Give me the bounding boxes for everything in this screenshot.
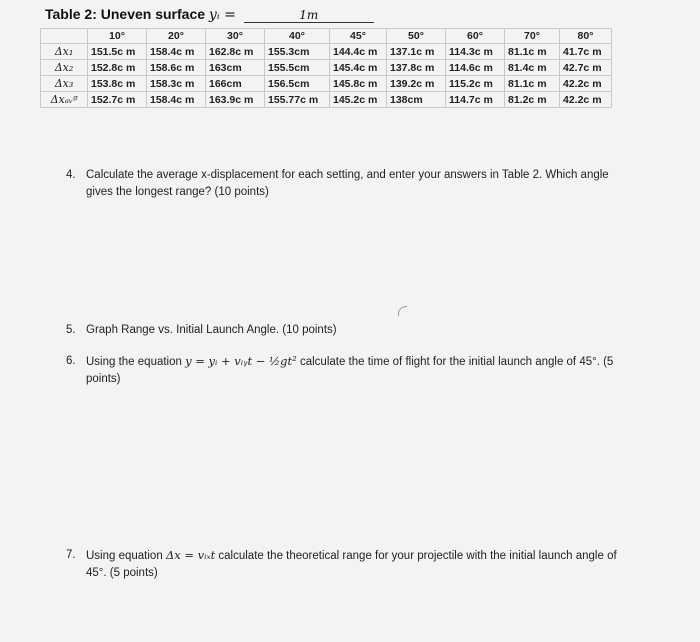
table-cell: 152.8c m bbox=[88, 60, 147, 76]
table-cell: 158.6c m bbox=[147, 60, 206, 76]
angle-header: 50° bbox=[387, 29, 446, 44]
table-cell: 155.77c m bbox=[265, 92, 330, 108]
table-body bbox=[41, 44, 612, 108]
table-cell: 155.3cm bbox=[265, 44, 330, 60]
table-cell: 144.4c m bbox=[330, 44, 387, 60]
table-cell: 155.5cm bbox=[265, 60, 330, 76]
table-title: Table 2: Uneven surface bbox=[45, 6, 206, 22]
table-cell: 41.7c m bbox=[560, 44, 612, 60]
range-equation: Δx = vᵢₓt bbox=[165, 548, 216, 562]
table-cell: 158.3c m bbox=[147, 76, 206, 92]
table-cell: 42.7c m bbox=[560, 60, 612, 76]
pen-mark bbox=[398, 306, 407, 316]
angle-header: 30° bbox=[206, 29, 265, 44]
kinematics-equation: y = yᵢ + vᵢᵧt − ½gt² bbox=[185, 354, 297, 368]
table-title-row bbox=[45, 6, 374, 23]
table-cell: 166cm bbox=[206, 76, 265, 92]
table-cell: 114.7c m bbox=[446, 92, 505, 108]
table-cell: 137.8c m bbox=[387, 60, 446, 76]
table-cell: 145.2c m bbox=[330, 92, 387, 108]
table-cell: 115.2c m bbox=[446, 76, 505, 92]
question-text: calculate the time of flight for the initial launch angle of 45°. (5 points) bbox=[86, 356, 614, 385]
angle-header: 40° bbox=[265, 29, 330, 44]
question-number: 6. bbox=[66, 355, 76, 367]
question-body bbox=[86, 353, 621, 388]
question-4 bbox=[66, 167, 626, 201]
table-cell: 42.2c m bbox=[560, 76, 612, 92]
angle-header-row bbox=[41, 29, 612, 44]
table-cell: 151.5c m bbox=[88, 44, 147, 60]
table-cell: 163cm bbox=[206, 60, 265, 76]
corner-cell bbox=[41, 29, 88, 44]
angle-header: 45° bbox=[330, 29, 387, 44]
table-cell: 145.8c m bbox=[330, 76, 387, 92]
yi-label: yᵢ = bbox=[208, 7, 236, 23]
angle-header: 20° bbox=[147, 29, 206, 44]
angle-header: 10° bbox=[88, 29, 147, 44]
question-text: Calculate the average x-displacement for each setting, and enter your answers in Table 2. Which angle gives the longest range? (10 points) bbox=[86, 169, 609, 198]
table-cell: 42.2c m bbox=[560, 92, 612, 108]
question-5 bbox=[66, 322, 337, 339]
table-cell: 114.3c m bbox=[446, 44, 505, 60]
table-cell: 81.1c m bbox=[505, 44, 560, 60]
question-body bbox=[86, 547, 621, 582]
table-row bbox=[41, 76, 612, 92]
question-6 bbox=[66, 353, 626, 388]
question-7 bbox=[66, 547, 626, 582]
angle-header: 70° bbox=[505, 29, 560, 44]
table-cell: 137.1c m bbox=[387, 44, 446, 60]
table-cell: 81.1c m bbox=[505, 76, 560, 92]
question-number: 7. bbox=[66, 549, 76, 561]
table-cell: 81.4c m bbox=[505, 60, 560, 76]
question-number: 5. bbox=[66, 324, 76, 336]
table-cell: 139.2c m bbox=[387, 76, 446, 92]
table-cell: 153.8c m bbox=[88, 76, 147, 92]
table-cell: 152.7c m bbox=[88, 92, 147, 108]
table-cell: 81.2c m bbox=[505, 92, 560, 108]
row-label: Δx₂ bbox=[41, 60, 88, 76]
question-text: Using equation bbox=[86, 550, 163, 562]
table-cell: 114.6c m bbox=[446, 60, 505, 76]
question-number: 4. bbox=[66, 169, 76, 181]
angle-header: 80° bbox=[560, 29, 612, 44]
yi-value-field: 1m bbox=[244, 8, 374, 23]
table-cell: 145.4c m bbox=[330, 60, 387, 76]
table-cell: 163.9c m bbox=[206, 92, 265, 108]
question-text: calculate the theoretical range for your projectile with the initial launch angle of 45°. (5 points) bbox=[86, 550, 617, 579]
table-cell: 158.4c m bbox=[147, 44, 206, 60]
table-row bbox=[41, 44, 612, 60]
row-label: Δxₐᵥᵍ bbox=[41, 92, 88, 108]
table-row bbox=[41, 92, 612, 108]
angle-header: 60° bbox=[446, 29, 505, 44]
table-cell: 158.4c m bbox=[147, 92, 206, 108]
table-cell: 162.8c m bbox=[206, 44, 265, 60]
uneven-surface-table bbox=[40, 28, 612, 108]
table-cell: 138cm bbox=[387, 92, 446, 108]
table-row bbox=[41, 60, 612, 76]
row-label: Δx₃ bbox=[41, 76, 88, 92]
question-text: Graph Range vs. Initial Launch Angle. (10 points) bbox=[86, 324, 337, 336]
question-text: Using the equation bbox=[86, 356, 182, 368]
table-cell: 156.5cm bbox=[265, 76, 330, 92]
row-label: Δx₁ bbox=[41, 44, 88, 60]
